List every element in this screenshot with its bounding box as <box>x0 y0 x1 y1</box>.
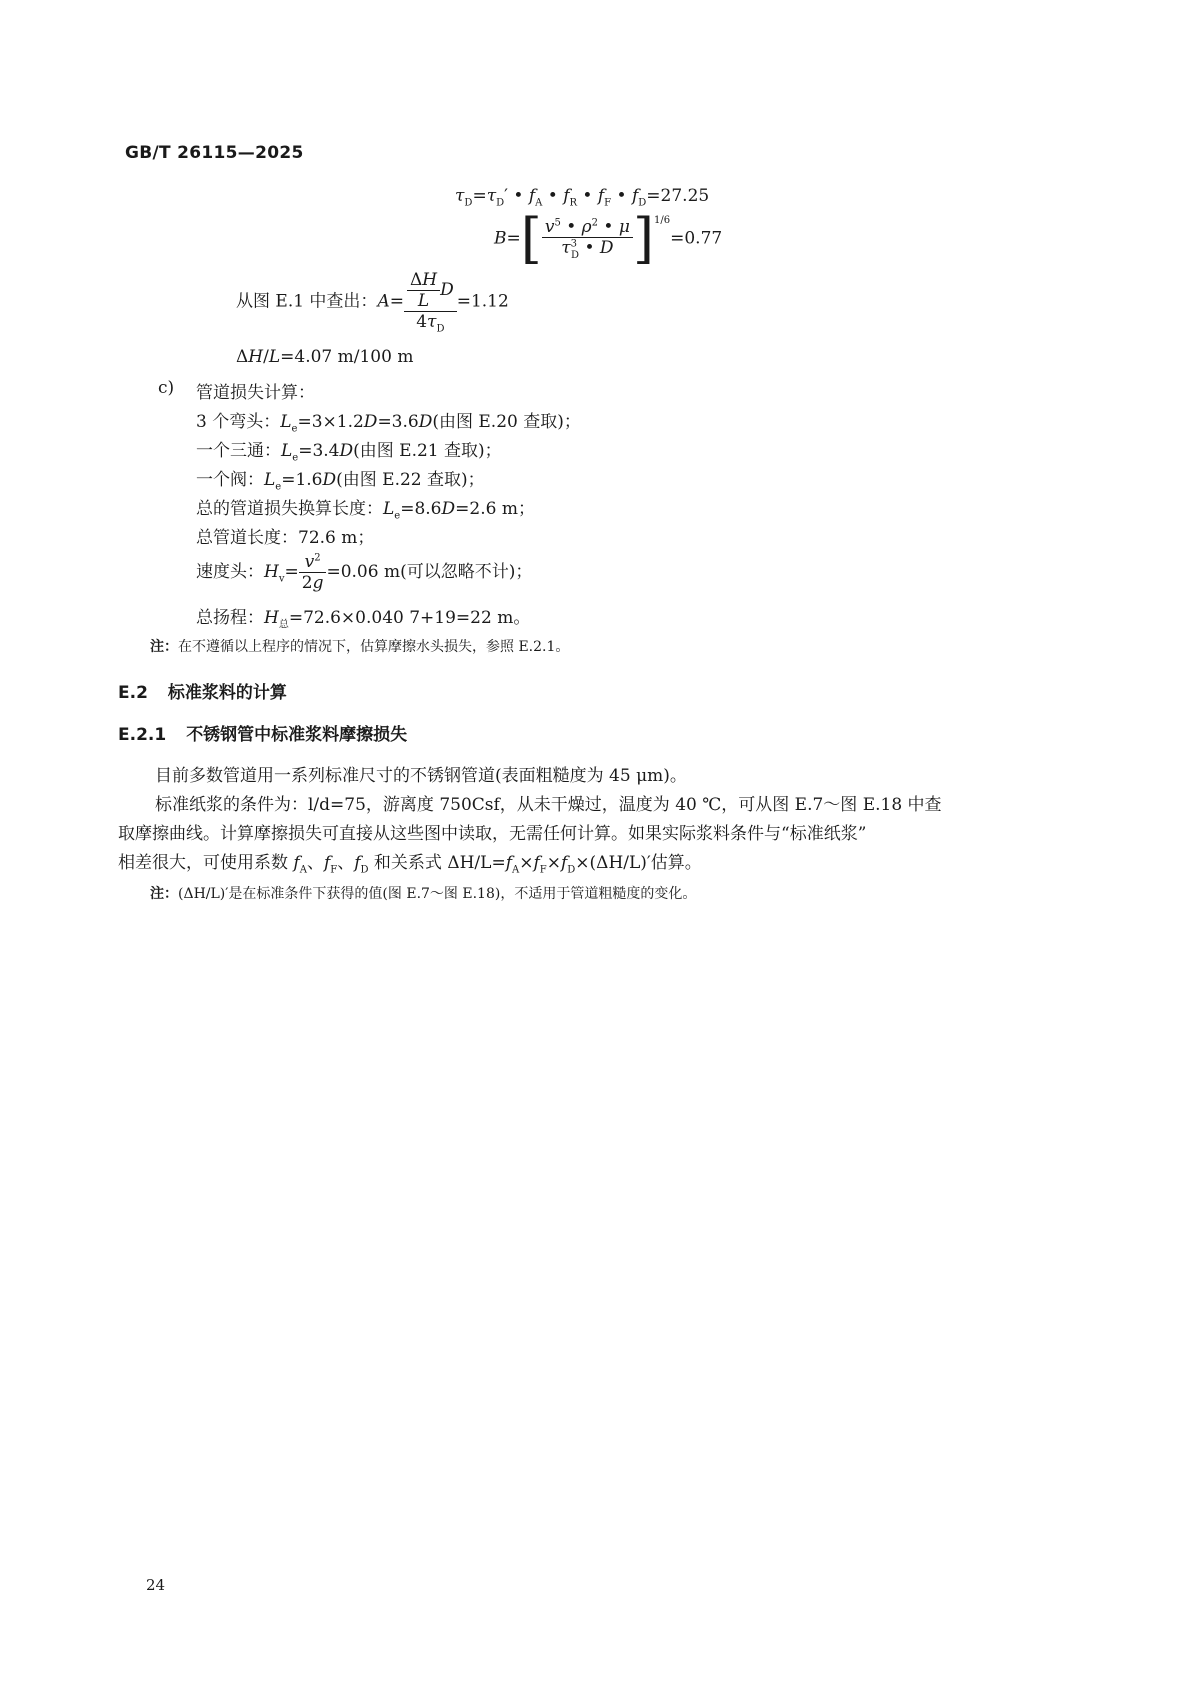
section-e21-heading: E.2.1 不锈钢管中标准浆料摩擦损失 <box>118 725 408 745</box>
note-label: 注： <box>150 639 178 655</box>
paragraph-stainless-pipes: 目前多数管道用一系列标准尺寸的不锈钢管道(表面粗糙度为 45 μm)。 <box>155 766 687 786</box>
velocity-head-line: 速度头：$H_v=$ $\frac{v^2}{2g}$ =0.06 m(可以忽略不计)； <box>196 552 533 593</box>
a-formula: 从图 E.1 中查出：A= $\frac{\Delta H}{L}$ D $4\tau_D$ =1.12 <box>236 270 509 335</box>
total-length-line: 总管道长度：72.6 m； <box>196 528 375 548</box>
list-c-title: 管道损失计算： <box>196 383 315 403</box>
page-number: 24 <box>146 1576 166 1594</box>
total-equivalent-length-line: 总的管道损失换算长度：$L_e=8.6D=2.6$ m； <box>196 499 535 522</box>
note-text: 在不遵循以上程序的情况下，估算摩擦水头损失，参照 E.2.1。 <box>178 639 570 655</box>
dh-result-line: ΔH/L=4.07 m/100 m <box>236 347 414 367</box>
paragraph-standard-pulp-line2: 取摩擦曲线。计算摩擦损失可直接从这些图中读取，无需任何计算。如果实际浆料条件与“标准纸浆” <box>118 824 867 844</box>
note-2 <box>150 883 696 903</box>
note-label: 注： <box>150 886 178 902</box>
b-formula: B=[ $\frac{v^5 • \rho^2 • \mu}{\tau^3_D • D}$ ]$^{1/6}$=0.77 <box>494 207 723 270</box>
standard-code-header: GB/T 26115—2025 <box>125 143 304 163</box>
bends-line: 3 个弯头：$L_e=3\times 1.2D=3.6D$(由图 E.20 查取)； <box>196 412 581 435</box>
list-marker-c: c) <box>158 378 175 398</box>
paragraph-standard-pulp-line1: 标准纸浆的条件为：l/d=75，游离度 750Csf，从未干燥过，温度为 40 ℃，可从图 E.7～图 E.18 中查 <box>155 795 942 815</box>
note-text: (ΔH/L)′是在标准条件下获得的值(图 E.7～图 E.18)，不适用于管道粗糙度的变化。 <box>178 886 697 902</box>
total-head-line: 总扬程：$H_总=72.6\times 0.040$ 7+19=22 m。 <box>196 608 531 631</box>
valve-line: 一个阀：$L_e=1.6D$(由图 E.22 查取)； <box>196 470 485 493</box>
section-e2-heading: E.2 标准浆料的计算 <box>118 683 287 703</box>
note-1 <box>150 636 569 656</box>
tee-line: 一个三通：$L_e=3.4D$(由图 E.21 查取)； <box>196 441 502 464</box>
tau-formula: $\tau_D=\tau_D'$ • $f_A$ • $f_R$ • $f_F$ • $f_D=27.25$ <box>455 186 710 209</box>
paragraph-standard-pulp-line3: 相差很大，可使用系数 $f_A$、$f_F$、$f_D$ 和关系式 $\Delta H/L=f_A\times f_F\times f_D\times(\Delta H/L)'$估算。 <box>118 853 702 876</box>
